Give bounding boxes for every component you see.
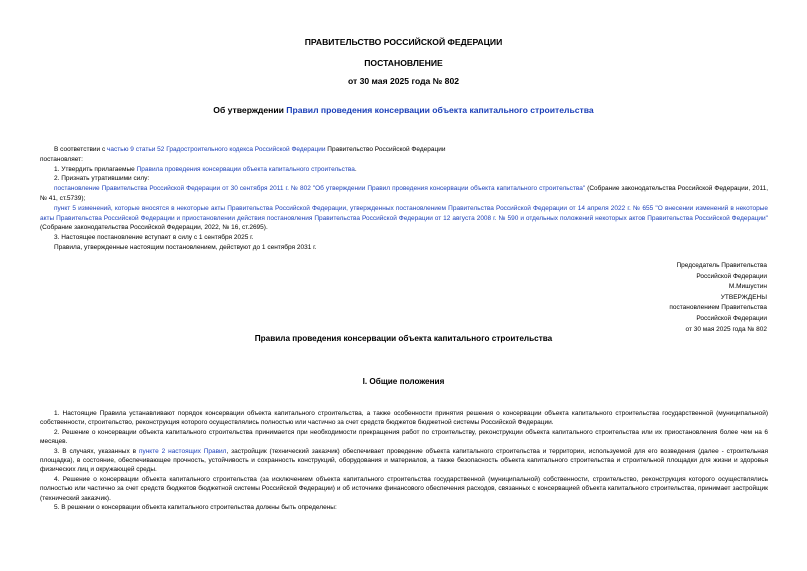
p3-rules-link[interactable]: пункте 2 настоящих Правил bbox=[138, 447, 227, 455]
item-1-post: . bbox=[354, 165, 357, 173]
approved-date: от 30 мая 2025 года № 802 bbox=[685, 325, 767, 333]
sub-2-post: (Собрание законодательства Российской Федерации, 2022, № 16, ст.2695). bbox=[40, 224, 268, 232]
preamble-intro bbox=[40, 145, 768, 155]
item-3: 3. Настоящее постановление вступает в силу с 1 сентября 2025 г. bbox=[54, 234, 254, 242]
document-title-link[interactable]: Правил проведения консервации объекта капитального строительства bbox=[286, 105, 594, 115]
document-title-prefix: Об утверждении bbox=[213, 105, 287, 115]
item-2-sub-1 bbox=[40, 184, 768, 204]
validity-note: Правила, утвержденные настоящим постановлением, действуют до 1 сентября 2031 г. bbox=[54, 243, 317, 251]
signature-position: Председатель Правительства bbox=[676, 262, 767, 269]
rules-paragraph-5: 5. В решении о консервации объекта капитального строительства должны быть определены: bbox=[54, 504, 337, 512]
item-1-pre: 1. Утвердить прилагаемые bbox=[54, 165, 137, 173]
document-date: от 30 мая 2025 года № 802 bbox=[347, 76, 460, 86]
sub-1-post: (Собрание законодательства Российской Федерации, 2011, № 41, ст.5739); bbox=[40, 185, 768, 202]
preamble-block bbox=[40, 145, 768, 253]
p3-post: , застройщик (технический заказчик) обеспечивает проведение объекта капитального строительства и территории, используемой для его возведения (далее - строительная площадка), в состояние, обеспечивающее прочность, устойчивость и сохранность конструкций, оборудования и материалов, а также безопасность объекта капитального строительства и строительной площадки для жизни и здоровья физических лиц и окружающей среды. bbox=[40, 447, 768, 474]
p3-pre: 3. В случаях, указанных в bbox=[54, 447, 139, 455]
item-2: 2. Признать утратившими силу: bbox=[54, 175, 150, 183]
intro-pre-text: В соответствии с bbox=[54, 146, 108, 153]
item-1 bbox=[40, 165, 768, 175]
section-1-title: I. Общие положения bbox=[362, 377, 445, 386]
rules-paragraph-2: 2. Решение о консервации объекта капитального строительства принимается при необходимости прекращения работ по строительству, реконструкции объекта капитального строительства или их приостановления более чем на 6 месяцев. bbox=[40, 428, 768, 446]
rules-paragraph-1: 1. Настоящие Правила устанавливают порядок консервации объекта капитального строительства, а также особенности принятия решения о консервации объекта капитального строительства государственной (муниципальной) собственности, строительство, реконструкция которого осуществлялись полностью или частично за счет средств бюджетов бюджетной системы Российской Федерации. bbox=[40, 410, 768, 427]
rules-body bbox=[40, 409, 768, 512]
intro-post-text: Правительство Российской Федерации bbox=[325, 146, 446, 153]
rules-paragraph-3 bbox=[40, 447, 768, 475]
government-header: ПРАВИТЕЛЬСТВО РОССИЙСКОЙ ФЕДЕРАЦИИ bbox=[304, 37, 503, 47]
sub-1-resolution-link[interactable]: постановление Правительства Российской Федерации от 30 сентября 2011 г. № 802 "Об утверждении Правил проведения консервации объекта капитального строительства" bbox=[54, 185, 586, 193]
approved-label: УТВЕРЖДЕНЫ bbox=[720, 293, 767, 301]
item-1-rules-link[interactable]: Правила проведения консервации объекта капитального строительства bbox=[136, 165, 355, 173]
preamble-decides: постановляет: bbox=[40, 155, 83, 163]
approved-country: Российской Федерации bbox=[696, 314, 767, 322]
intro-code-link[interactable]: частью 9 статьи 52 Градостроительного кодекса Российской Федерации bbox=[107, 146, 326, 153]
signature-name: М.Мишустин bbox=[728, 283, 767, 291]
signature-block bbox=[669, 261, 767, 335]
item-2-sub-2 bbox=[40, 204, 768, 233]
sub-2-amendments-link[interactable]: пункт 5 изменений, которые вносятся в некоторые акты Правительства Российской Федерации, утвержденных постановлением Правительства Российской Федерации от 14 апреля 2022 г. № 655 "О внесении изменений в некоторые акты Правительства Российской Федерации и приостановлении действия постановления Правительства Российской Федерации от 12 августа 2008 г. № 590 и отдельных положений некоторых актов Правительства Российской Федерации" bbox=[40, 204, 768, 222]
document-title bbox=[0, 105, 807, 115]
rules-title: Правила проведения консервации объекта капитального строительства bbox=[254, 334, 553, 343]
signature-country: Российской Федерации bbox=[696, 272, 767, 280]
approved-by: постановлением Правительства bbox=[669, 304, 767, 312]
rules-paragraph-4: 4. Решение о консервации объекта капитального строительства (за исключением объекта капитального строительства государственной (муниципальной) собственности, строительство, реконструкция которого осуществлялись полностью или частично за счет средств бюджетов бюджетной системы Российской Федерации) и об источнике финансового обеспечения расходов, связанных с консервацией объекта капитального строительства, принимает застройщик (технический заказчик). bbox=[40, 475, 768, 502]
document-type: ПОСТАНОВЛЕНИЕ bbox=[364, 58, 443, 68]
